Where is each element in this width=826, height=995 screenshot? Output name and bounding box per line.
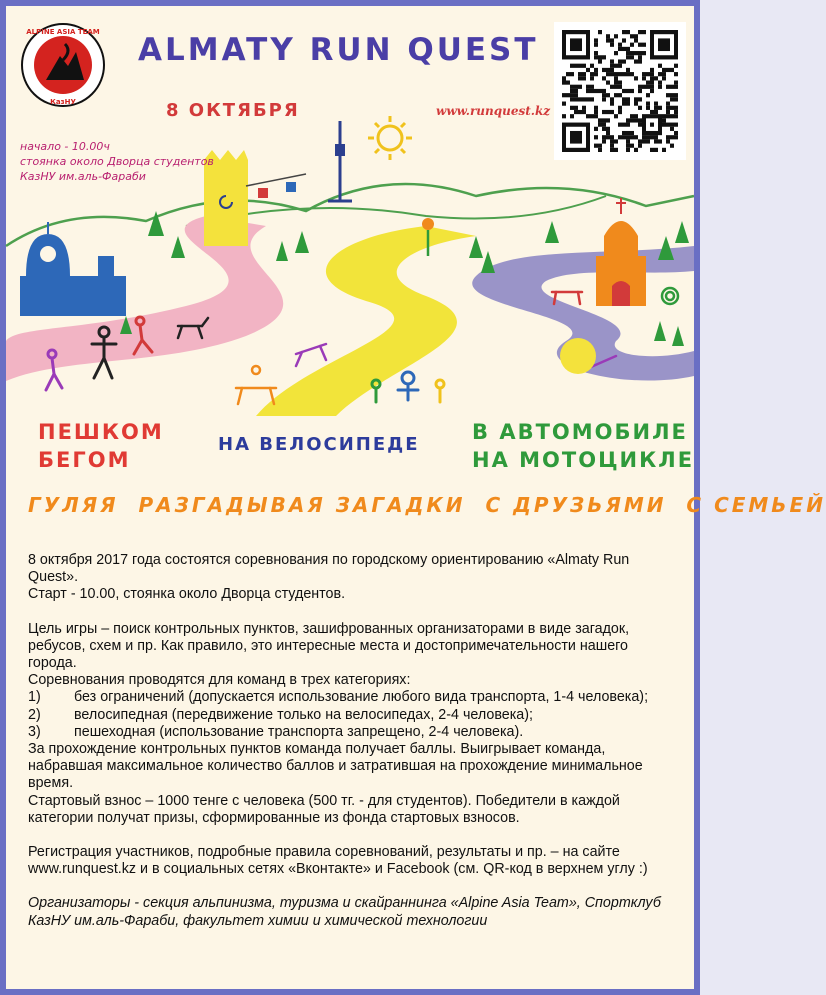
logo bbox=[20, 22, 106, 108]
list-item bbox=[28, 689, 678, 706]
website-link[interactable]: www.runquest.kz bbox=[436, 104, 551, 118]
category-walk-line1: ПЕШКОМ bbox=[38, 420, 164, 444]
start-info bbox=[20, 139, 220, 184]
intro-paragraph: 8 октября 2017 года состоятся соревнования по городскому ориентированию «Almaty Run Quest». bbox=[28, 552, 630, 586]
category-car bbox=[472, 418, 694, 474]
logo-top-text: ALPINE ASIA TEAM bbox=[26, 28, 100, 36]
mosque-icon bbox=[20, 222, 126, 316]
logo-icon bbox=[20, 22, 106, 108]
list-item-text: без ограничений (допускается использование любого вида транспорта, 1-4 человека); bbox=[74, 689, 649, 706]
list-item-text: велосипедная (передвижение только на велосипедах, 2-4 человека); bbox=[74, 706, 533, 723]
mood-friends: С ДРУЗЬЯМИ bbox=[485, 493, 667, 517]
categories-paragraph: Соревнования проводятся для команд в трех категориях: bbox=[28, 672, 411, 689]
qr-code[interactable] bbox=[554, 22, 686, 160]
fee-paragraph: Стартовый взнос – 1000 тенге с человека (500 тг. - для студентов). Победители в каждой категории получат призы, сформированные из фонда стартовых взносов. bbox=[28, 792, 620, 826]
category-car-line2: НА МОТОЦИКЛЕ bbox=[472, 448, 695, 472]
list-item-number: 2) bbox=[28, 706, 41, 723]
mood-line bbox=[28, 493, 826, 517]
category-walk bbox=[38, 418, 164, 474]
qr-code-icon bbox=[562, 30, 678, 152]
logo-bottom-text: КазНУ bbox=[50, 98, 76, 106]
description bbox=[28, 552, 678, 930]
organizers-paragraph: Организаторы - секция альпинизма, туризма и скайраннинга «Alpine Asia Team», Спортклуб КазНУ им.аль-Фараби, факультет химии и химической технологии bbox=[28, 895, 661, 929]
list-item bbox=[28, 724, 678, 741]
event-date: 8 ОКТЯБРЯ bbox=[166, 100, 300, 121]
start-time: начало - 10.00ч bbox=[20, 140, 110, 153]
start-place: стоянка около Дворца студентов bbox=[20, 155, 214, 168]
registration-paragraph: Регистрация участников, подробные правила соревнований, результаты и пр. – на сайте www.runquest.kz и в социальных сетях «Вконтакте» и Facebook (см. QR-код в верхнем углу :) bbox=[28, 844, 648, 878]
mood-family: С СЕМЬЕЙ bbox=[686, 493, 826, 517]
category-walk-line2: БЕГОМ bbox=[38, 448, 131, 472]
list-item-number: 3) bbox=[28, 723, 41, 740]
start-university: КазНУ им.аль-Фараби bbox=[20, 170, 146, 183]
list-item-text: пешеходная (использование транспорта запрещено, 2-4 человека). bbox=[74, 723, 524, 740]
category-car-line1: В АВТОМОБИЛЕ bbox=[472, 420, 688, 444]
poster-header bbox=[6, 6, 826, 526]
mood-riddles: РАЗГАДЫВАЯ ЗАГАДКИ bbox=[138, 493, 466, 517]
mood-walking: ГУЛЯЯ bbox=[28, 493, 119, 517]
tv-tower-icon bbox=[328, 121, 352, 201]
goal-paragraph: Цель игры – поиск контрольных пунктов, зашифрованных организаторами в виде загадок, ребусов, схем и пр. Как правило, это интересные места и достопримечательности нашего города. bbox=[28, 620, 630, 672]
list-item bbox=[28, 707, 678, 724]
list-item-number: 1) bbox=[28, 689, 41, 706]
category-bike: НА ВЕЛОСИПЕДЕ bbox=[218, 434, 420, 455]
start-paragraph: Старт - 10.00, стоянка около Дворца студентов. bbox=[28, 586, 346, 603]
scoring-paragraph: За прохождение контрольных пунктов команда получает баллы. Выигрывает команда, набравшая максимальное количество баллов и затратившая на прохождение минимальное время. bbox=[28, 741, 643, 792]
sun-icon bbox=[368, 116, 412, 160]
poster-title: ALMATY RUN QUEST bbox=[138, 32, 539, 68]
